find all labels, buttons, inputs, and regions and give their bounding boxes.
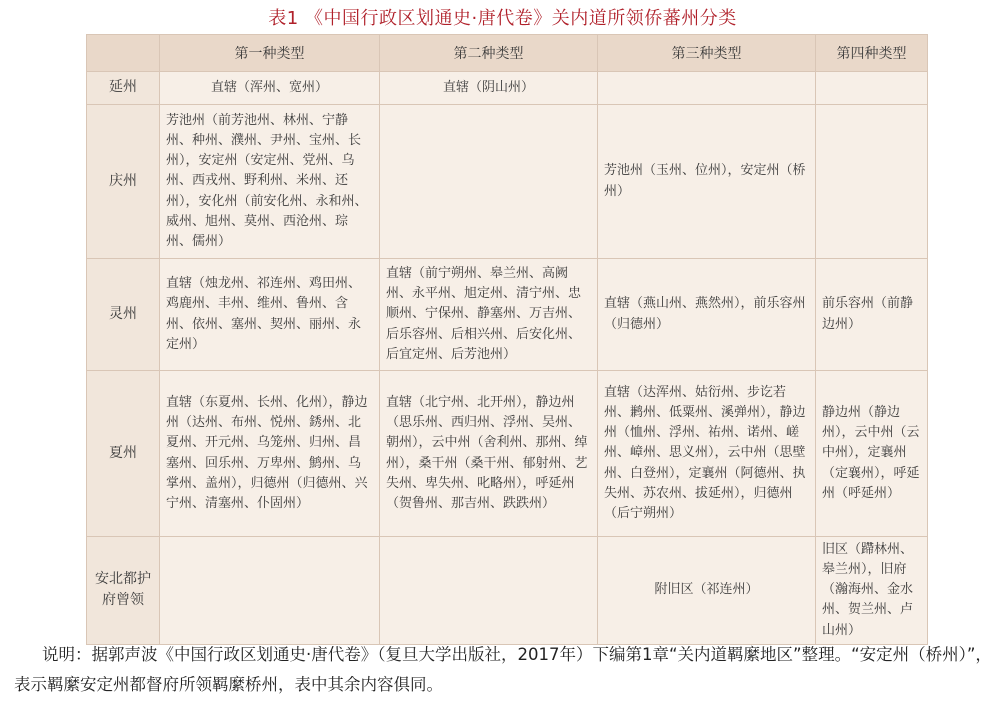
row-label-xiazhou: 夏州 xyxy=(87,371,160,537)
table-row xyxy=(87,72,928,105)
table-cell: 直辖（浑州、宽州） xyxy=(160,72,380,105)
header-type-1: 第一种类型 xyxy=(160,35,380,72)
table-cell: 芳池州（玉州、位州），安定州（桥州） xyxy=(598,105,816,259)
header-type-2: 第二种类型 xyxy=(380,35,598,72)
table-note: 说明：据郭声波《中国行政区划通史·唐代卷》（复旦大学出版社，2017年）下编第1章“关内道羁縻地区”整理。“安定州（桥州）”，表示羁縻安定州都督府所领羁縻桥州，表中其余内容俱同。 xyxy=(14,645,992,694)
table-cell xyxy=(816,72,928,105)
table-cell: 直辖（达浑州、姑衍州、步讫若州、鹣州、低粟州、溪弹州），静边州（恤州、浮州、祐州、诺州、嵯州、嶂州、思义州），云中州（思壁州、白登州），定襄州（阿德州、执失州、苏农州、拔延州），归德州（后宁朔州） xyxy=(598,371,816,537)
row-label-anbei: 安北都护府曾领 xyxy=(87,537,160,645)
table-cell: 前乐容州（前静边州） xyxy=(816,259,928,371)
table-cell: 直辖（前宁朔州、皋兰州、高阙州、永平州、旭定州、清宁州、忠顺州、宁保州、静塞州、万吉州、后乐容州、后相兴州、后安化州、后宜定州、后芳池州） xyxy=(380,259,598,371)
table-cell: 静边州（静边州），云中州（云中州），定襄州（定襄州），呼延州（呼延州） xyxy=(816,371,928,537)
row-label-lingzhou: 灵州 xyxy=(87,259,160,371)
table-cell: 附旧区（祁连州） xyxy=(598,537,816,645)
table-cell xyxy=(380,105,598,259)
table-cell: 直辖（东夏州、长州、化州），静边州（达州、布州、悦州、銹州、北夏州、开元州、乌笼州、归州、昌塞州、回乐州、万卑州、鹪州、乌掌州、盖州），归德州（归德州、兴宁州、清塞州、仆固州） xyxy=(160,371,380,537)
row-label-qingzhou: 庆州 xyxy=(87,105,160,259)
table-row xyxy=(87,537,928,645)
table-row xyxy=(87,371,928,537)
header-row xyxy=(87,35,928,72)
table-cell xyxy=(380,537,598,645)
table-cell: 直辖（烛龙州、祁连州、鸡田州、鸡鹿州、丰州、维州、鲁州、含州、依州、塞州、契州、丽州、永定州） xyxy=(160,259,380,371)
header-type-3: 第三种类型 xyxy=(598,35,816,72)
table-caption: 表1 《中国行政区划通史·唐代卷》关内道所领侨蕃州分类 xyxy=(268,8,737,29)
table-cell: 直辖（北宁州、北开州），静边州（思乐州、西归州、浮州、吴州、朝州），云中州（舍利州、那州、绰州），桑干州（桑干州、郁射州、艺失州、卑失州、叱略州），呼延州（贺鲁州、那吉州、跌跌州） xyxy=(380,371,598,537)
table-cell: 直辖（阴山州） xyxy=(380,72,598,105)
classification-table xyxy=(86,34,928,645)
row-label-yanzhou: 延州 xyxy=(87,72,160,105)
table-cell xyxy=(598,72,816,105)
table-row xyxy=(87,259,928,371)
table-row xyxy=(87,105,928,259)
table-cell: 直辖（燕山州、燕然州），前乐容州（归德州） xyxy=(598,259,816,371)
header-corner xyxy=(87,35,160,72)
table-cell: 芳池州（前芳池州、林州、宁静州、种州、濮州、尹州、宝州、长州），安定州（安定州、党州、乌州、西戎州、野利州、米州、还州），安化州（前安化州、永和州、威州、旭州、莫州、西沧州、琮州、儒州） xyxy=(160,105,380,259)
header-type-4: 第四种类型 xyxy=(816,35,928,72)
table-cell: 旧区（蹛林州、皋兰州），旧府（瀚海州、金水州、贺兰州、卢山州） xyxy=(816,537,928,645)
table-cell xyxy=(816,105,928,259)
table-cell xyxy=(160,537,380,645)
